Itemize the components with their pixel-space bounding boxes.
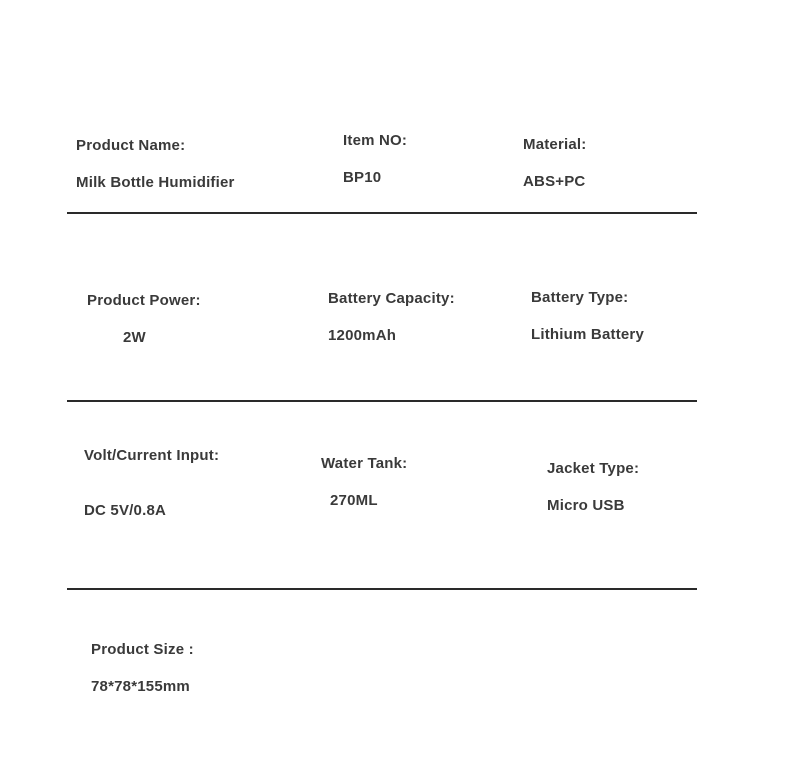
battery-capacity-label: Battery Capacity: [328, 290, 455, 307]
jacket-type-value: Micro USB [547, 497, 625, 514]
material-value: ABS+PC [523, 173, 586, 190]
row-divider [67, 212, 697, 214]
product-power-label: Product Power: [87, 292, 201, 309]
battery-capacity-value: 1200mAh [328, 327, 397, 344]
row-divider [67, 400, 697, 402]
item-no-value: BP10 [343, 169, 382, 186]
water-tank-label: Water Tank: [321, 455, 408, 472]
item-no-label: Item NO: [343, 132, 408, 149]
product-power-value: 2W [123, 329, 146, 346]
volt-current-input-label: Volt/Current Input: [84, 447, 220, 464]
product-size-value: 78*78*155mm [91, 678, 190, 695]
volt-current-input-value: DC 5V/0.8A [84, 502, 167, 519]
water-tank-value: 270ML [330, 492, 378, 509]
battery-type-value: Lithium Battery [531, 326, 645, 343]
product-size-label: Product Size : [91, 641, 194, 658]
row-divider [67, 588, 697, 590]
battery-type-label: Battery Type: [531, 289, 629, 306]
product-name-label: Product Name: [76, 137, 186, 154]
material-label: Material: [523, 136, 587, 153]
jacket-type-label: Jacket Type: [547, 460, 640, 477]
product-name-value: Milk Bottle Humidifier [76, 174, 235, 191]
